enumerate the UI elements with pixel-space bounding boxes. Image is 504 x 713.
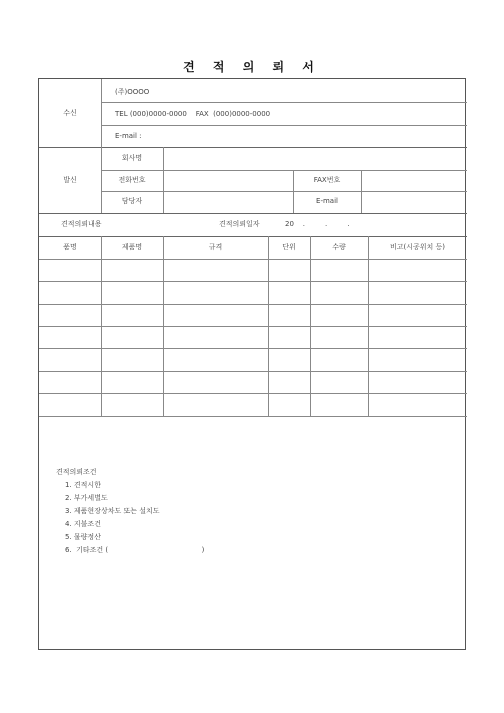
table-row <box>39 348 467 349</box>
divider <box>101 125 467 126</box>
sender-label: 발신 <box>63 176 77 184</box>
condition-item: 6. 기타조건 ( ) <box>65 546 205 554</box>
company-name-label: 회사명 <box>121 154 143 162</box>
phone-label: 전화번호 <box>118 176 146 184</box>
header-item-name: 품명 <box>63 243 77 251</box>
divider <box>101 191 467 192</box>
divider <box>101 102 467 103</box>
table-row <box>39 259 467 260</box>
table-row <box>39 393 467 394</box>
header-spec: 규격 <box>208 243 223 251</box>
condition-item: 3. 제품현장상차도 또는 설치도 <box>65 507 160 515</box>
sender-email-label: E-mail <box>316 197 338 205</box>
recipient-email: E-mail : <box>115 132 142 140</box>
table-row <box>39 326 467 327</box>
request-date-label: 견적의뢰일자 <box>219 220 260 228</box>
contact-person-label: 담당자 <box>121 197 143 205</box>
header-quantity: 수량 <box>332 243 346 251</box>
table-row <box>39 281 467 282</box>
divider <box>39 147 467 148</box>
recipient-label: 수신 <box>63 109 77 117</box>
condition-item: 5. 물량정산 <box>65 533 101 541</box>
table-row <box>39 416 467 417</box>
condition-item: 4. 지불조건 <box>65 520 101 528</box>
fax-label: FAX번호 <box>313 176 341 184</box>
document-title: 견 적 의 뢰 서 <box>183 60 321 74</box>
request-content-label: 견적의뢰내용 <box>61 220 102 228</box>
request-date-value: 20 . . . <box>285 220 350 228</box>
divider <box>101 170 467 171</box>
recipient-company: (주)OOOO <box>115 88 150 96</box>
table-row <box>39 304 467 305</box>
quotation-form <box>38 78 466 650</box>
header-remarks: 비고(시공위치 등) <box>389 243 446 251</box>
condition-item: 2. 부가세별도 <box>65 494 108 502</box>
header-unit: 단위 <box>282 243 296 251</box>
recipient-tel-fax: TEL (000)0000-0000 FAX (000)0000-0000 <box>115 110 271 118</box>
divider <box>39 213 467 214</box>
divider <box>101 79 102 147</box>
divider <box>39 236 467 237</box>
header-product-name: 제품명 <box>121 243 143 251</box>
divider <box>163 147 164 213</box>
request-conditions <box>56 466 204 557</box>
conditions-title: 견적의뢰조건 <box>56 468 97 476</box>
condition-item: 1. 견적시한 <box>65 481 101 489</box>
table-row <box>39 371 467 372</box>
conditions-list <box>56 479 204 557</box>
